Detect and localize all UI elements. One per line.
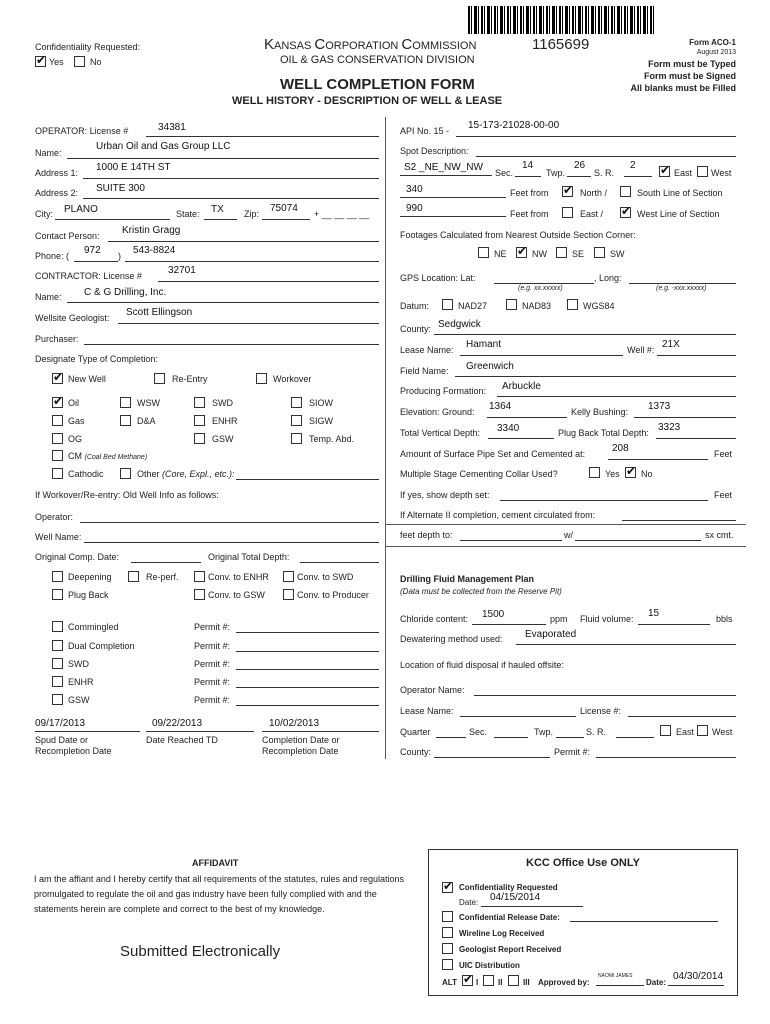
spot-description-label: Spot Description: [400,146,469,156]
lat-example: (e.g. xx.xxxxx) [518,285,563,292]
td-date-label: Date Reached TD [146,735,218,745]
column-divider [385,117,386,759]
old-well-name-label: Well Name: [35,532,82,542]
nad83-label: NAD83 [522,301,552,311]
da-label: D&A [137,416,156,426]
other-label: Other (Core, Expl., etc.): [137,469,235,479]
barcode [468,6,654,34]
quarter-label: Quarter [400,727,431,737]
kcc-conf-release-label: Confidential Release Date: [459,913,560,922]
east2-checkbox[interactable] [562,207,573,218]
siow-checkbox[interactable] [291,397,302,408]
gsw-checkbox[interactable] [194,433,205,444]
alt2-label: If Alternate II completion, cement circulated from: [400,510,596,520]
operator-name-label: Name: [35,148,62,158]
sw-label: SW [610,249,625,259]
fluid-volume-value[interactable]: 15 [648,608,660,619]
formation-label: Producing Formation: [400,386,487,396]
operator-license-value[interactable]: 34381 [158,122,186,133]
nad27-label: NAD27 [458,301,488,311]
new-well-label: New Well [68,374,106,384]
gsw-label: GSW [212,434,234,444]
must-typed: Form must be Typed [648,59,736,69]
zip-plus4[interactable]: + __ __ __ __ [314,209,370,219]
new-well-checkbox[interactable] [52,373,63,384]
address1-value[interactable]: 1000 E 14TH ST [96,162,171,173]
nw-checkbox[interactable] [516,247,527,258]
reperf-checkbox[interactable] [128,571,139,582]
nw-label: NW [532,249,547,259]
right-divider [386,524,746,525]
contractor-license-label: CONTRACTOR: License # [35,271,142,281]
phone-area-value[interactable]: 972 [84,245,101,256]
lease-name-label: Lease Name: [400,345,454,355]
depth-set-label: If yes, show depth set: [400,490,490,500]
kcc-title: KCC Office Use ONLY [526,857,640,869]
affidavit-text: I am the affiant and I hereby certify that all requirements of the statutes, rules and regulations promulgated to regulate the oil and gas industry have been fully complied with and the statements herein are complete and correct to the best of my knowledge. [34,874,405,914]
conv-producer-checkbox[interactable] [283,589,294,600]
purchaser-label: Purchaser: [35,334,79,344]
geologist-label: Wellsite Geologist: [35,313,110,323]
elevation-ground-value[interactable]: 1364 [489,401,512,412]
division-name: OIL & GAS CONSERVATION DIVISION [280,54,475,66]
commission-name: KANSAS CORPORATION COMMISSION [264,36,477,53]
permit-label-4: Permit #: [194,677,231,687]
form-id: Form ACO-1 [689,38,736,47]
swd-checkbox[interactable] [194,397,205,408]
bbls-label: bbls [716,614,733,624]
cm-checkbox[interactable] [52,450,63,461]
se-checkbox[interactable] [556,247,567,258]
sigw-label: SIGW [309,416,333,426]
cathodic-label: Cathodic [68,469,104,479]
fluid-volume-label: Fluid volume: [580,614,634,624]
conv-swd-checkbox[interactable] [283,571,294,582]
gsw2-checkbox[interactable] [52,694,63,705]
s-r-label: S. R. [594,168,615,178]
address1-label: Address 1: [35,168,79,178]
gps-lat-label: GPS Location: Lat: [400,273,476,283]
nad27-checkbox[interactable] [442,299,453,310]
re-entry-checkbox[interactable] [154,373,165,384]
se-label: SE [572,249,585,259]
conf-yes-checkbox[interactable] [35,56,46,67]
dewater-value[interactable]: Evaporated [525,629,577,640]
sec-value[interactable]: 14 [522,160,534,171]
form-date: August 2013 [696,49,736,56]
conv-producer-label: Conv. to Producer [297,590,369,600]
disposal-license-label: License #: [580,706,622,716]
pbtd-label: Plug Back Total Depth: [558,428,649,438]
elevation-ground-label: Elevation: Ground: [400,407,475,417]
long-example: (e.g. -xxx.xxxxx) [656,285,707,292]
county-label: County: [400,324,432,334]
spud-date-label-1: Spud Date or [35,735,89,745]
conv-gsw-label: Conv. to GSW [208,590,265,600]
kcc-approved-label: Approved by: [538,978,590,987]
surface-pipe-value[interactable]: 208 [612,443,629,454]
sec-label: Sec. [495,168,514,178]
spot-value[interactable]: S2 _NE_NW_NW [404,162,483,173]
commingled-label: Commingled [68,622,119,632]
permit-label-1: Permit #: [194,622,231,632]
re-entry-label: Re-Entry [172,374,208,384]
wsw-checkbox[interactable] [120,397,131,408]
doc-number: 1165699 [532,36,590,53]
west2-checkbox[interactable] [620,207,631,218]
other-checkbox[interactable] [120,468,131,479]
surface-pipe-label: Amount of Surface Pipe Set and Cemented at: [400,449,586,459]
reperf-label: Re-perf. [146,572,179,582]
multistage-yes-label: Yes [605,469,620,479]
disposal-lease-label: Lease Name: [400,706,454,716]
formation-value[interactable]: Arbuckle [502,381,541,392]
kcc-uic-checkbox[interactable] [442,959,453,970]
south-line-label: South Line of Section [637,188,723,198]
affidavit-title: AFFIDAVIT [192,858,239,868]
dual-completion-label: Dual Completion [68,641,135,651]
feet-ns-value[interactable]: 340 [406,184,423,195]
kcc-date2-value[interactable]: 04/30/2014 [673,971,724,982]
twp-value[interactable]: 26 [574,160,586,171]
kelly-bushing-value[interactable]: 1373 [648,401,671,412]
all-blanks: All blanks must be Filled [630,83,736,93]
permit-label-3: Permit #: [194,659,231,669]
kelly-bushing-label: Kelly Bushing: [571,407,629,417]
well-number-value[interactable]: 21X [662,339,680,350]
conv-gsw-checkbox[interactable] [194,589,205,600]
phone-value[interactable]: 543-8824 [133,245,176,256]
td-date-value[interactable]: 09/22/2013 [152,718,203,729]
multistage-yes-checkbox[interactable] [589,467,600,478]
kcc-date-label: Date: [459,898,479,907]
kcc-alt-iii-checkbox[interactable] [508,975,519,986]
disposal-operator-label: Operator Name: [400,685,465,695]
sw-checkbox[interactable] [594,247,605,258]
gps-long-label: , Long: [594,273,622,283]
cm-label: CM (Coal Bed Methane) [68,451,148,461]
conv-swd-label: Conv. to SWD [297,572,354,582]
dewater-label: Dewatering method used: [400,634,503,644]
kcc-date2-label: Date: [646,978,667,987]
kcc-alt-i-checkbox[interactable] [462,975,473,986]
disposal-county-label: County: [400,747,432,757]
contractor-license-value[interactable]: 32701 [168,265,196,276]
deepening-label: Deepening [68,572,112,582]
contractor-name-value[interactable]: C & G Drilling, Inc. [84,287,167,298]
field-name-label: Field Name: [400,366,449,376]
dfmp-title: Drilling Fluid Management Plan [400,574,535,584]
kcc-alt-ii-checkbox[interactable] [483,975,494,986]
twp-label: Twp. [546,168,566,178]
west-label: West [711,168,732,178]
west-line-label: West Line of Section [637,209,720,219]
permit-label-2: Permit #: [194,641,231,651]
conf-yes-label: Yes [49,57,64,67]
orig-comp-date-label: Original Comp. Date: [35,552,120,562]
feet-from-label-2: Feet from [510,209,549,219]
temp-abd-checkbox[interactable] [291,433,302,444]
commingled-checkbox[interactable] [52,621,63,632]
ne-label: NE [494,249,507,259]
enhr-label: ENHR [212,416,238,426]
kcc-uic-label: UIC Distribution [459,961,520,970]
form-title: WELL COMPLETION FORM [280,76,475,93]
must-signed: Form must be Signed [643,71,736,81]
county-value[interactable]: Sedgwick [438,319,481,330]
kcc-alt-i-label: I [476,978,479,987]
chloride-label: Chloride content: [400,614,469,624]
lease-name-value[interactable]: Hamant [466,339,502,350]
gsw2-label: GSW [68,695,90,705]
completion-date-value[interactable]: 10/02/2013 [269,718,320,729]
pbtd-value[interactable]: 3323 [658,422,681,433]
api-value[interactable]: 15-173-21028-00-00 [468,120,560,131]
footages-label: Footages Calculated from Nearest Outside Section Corner: [400,230,636,240]
depth-set-feet-label: Feet [714,490,733,500]
dual-completion-checkbox[interactable] [52,640,63,651]
designate-label: Designate Type of Completion: [35,354,158,364]
nad83-checkbox[interactable] [506,299,517,310]
conf-no-checkbox[interactable] [74,56,85,67]
kcc-alt-iii-label: III [523,978,530,987]
field-name-value[interactable]: Greenwich [466,361,514,372]
swd2-checkbox[interactable] [52,658,63,669]
siow-label: SIOW [309,398,333,408]
kcc-conf-requested-label: Confidentiality Requested [459,883,558,892]
enhr-checkbox[interactable] [194,415,205,426]
enhr2-label: ENHR [68,677,94,687]
ne-checkbox[interactable] [478,247,489,258]
gas-label: Gas [68,416,85,426]
tvd-value[interactable]: 3340 [497,423,520,434]
disposal-west-label: West [712,727,733,737]
sigw-checkbox[interactable] [291,415,302,426]
og-label: OG [68,434,83,444]
kcc-wireline-checkbox[interactable] [442,927,453,938]
disposal-sec-label: Sec. [469,727,488,737]
phone-close-paren: ) [118,251,121,261]
chloride-value[interactable]: 1500 [482,609,505,620]
right-divider-2 [386,546,746,547]
city-label: City: [35,209,53,219]
cathodic-checkbox[interactable] [52,468,63,479]
kcc-alt-ii-label: II [498,978,503,987]
east2-label: East / [580,209,604,219]
da-checkbox[interactable] [120,415,131,426]
east-checkbox[interactable] [659,166,670,177]
west-checkbox[interactable] [697,166,708,177]
contact-label: Contact Person: [35,231,100,241]
contractor-name-label: Name: [35,292,62,302]
north-checkbox[interactable] [562,186,573,197]
oil-checkbox[interactable] [52,397,63,408]
enhr2-checkbox[interactable] [52,676,63,687]
swd2-label: SWD [68,659,89,669]
conv-enhr-label: Conv. to ENHR [208,572,269,582]
city-value[interactable]: PLANO [64,204,98,215]
multistage-no-checkbox[interactable] [625,467,636,478]
surface-pipe-feet-label: Feet [714,449,733,459]
disposal-sr-label: S. R. [586,727,607,737]
ppm-label: ppm [550,614,568,624]
completion-date-label-1: Completion Date or [262,735,340,745]
east-label: East [674,168,693,178]
temp-abd-label: Temp. Abd. [309,434,355,444]
permit-label-5: Permit #: [194,695,231,705]
zip-label: Zip: [244,209,260,219]
disposal-label: Location of fluid disposal if hauled offsite: [400,660,564,670]
dfmp-note: (Data must be collected from the Reserve Pit) [400,587,562,596]
range-value[interactable]: 2 [630,160,636,171]
kcc-wireline-label: Wireline Log Received [459,929,545,938]
gas-checkbox[interactable] [52,415,63,426]
state-value[interactable]: TX [211,204,224,215]
feet-ew-value[interactable]: 990 [406,203,423,214]
w-label: w/ [564,530,573,540]
state-label: State: [176,209,200,219]
plug-back-label: Plug Back [68,590,109,600]
orig-total-depth-label: Original Total Depth: [208,552,290,562]
wsw-label: WSW [137,398,160,408]
conv-enhr-checkbox[interactable] [194,571,205,582]
address2-label: Address 2: [35,188,79,198]
submitted-electronically: Submitted Electronically [120,943,281,960]
phone-label: Phone: ( [35,251,70,261]
workover-checkbox[interactable] [256,373,267,384]
south-checkbox[interactable] [620,186,631,197]
kcc-conf-requested-checkbox[interactable] [442,882,453,893]
address2-value[interactable]: SUITE 300 [96,183,145,194]
kcc-geologist-checkbox[interactable] [442,943,453,954]
zip-value[interactable]: 75074 [270,203,298,214]
swd-label: SWD [212,398,233,408]
multistage-no-label: No [641,469,653,479]
conf-no-label: No [90,57,102,67]
og-checkbox[interactable] [52,433,63,444]
kcc-approver-value[interactable]: NAOMI JAMES [598,973,633,979]
confidentiality-label: Confidentiality Requested: [35,42,141,52]
geologist-value[interactable]: Scott Ellingson [126,307,193,318]
form-subtitle: WELL HISTORY - DESCRIPTION OF WELL & LEASE [232,95,503,107]
spud-date-label-2: Recompletion Date [35,746,112,756]
sx-cmt-label: sx cmt. [705,530,734,540]
disposal-permit-label: Permit #: [554,747,591,757]
plug-back-checkbox[interactable] [52,589,63,600]
wgs84-checkbox[interactable] [567,299,578,310]
kcc-alt-label: ALT [442,978,457,987]
north-label: North / [580,188,608,198]
operator-license-label: OPERATOR: License # [35,126,129,136]
contact-value[interactable]: Kristin Gragg [122,225,181,236]
tvd-label: Total Vertical Depth: [400,428,481,438]
wgs84-label: WGS84 [583,301,615,311]
oil-label: Oil [68,398,79,408]
disposal-twp-label: Twp. [534,727,554,737]
workover-label: Workover [273,374,312,384]
disposal-west-checkbox[interactable] [697,725,708,736]
completion-date-label-2: Recompletion Date [262,746,339,756]
old-operator-label: Operator: [35,512,74,522]
deepening-checkbox[interactable] [52,571,63,582]
api-label: API No. 15 - [400,126,450,136]
well-number-label: Well #: [627,345,655,355]
disposal-east-label: East [676,727,695,737]
multistage-label: Multiple Stage Cementing Collar Used? [400,469,558,479]
datum-label: Datum: [400,301,430,311]
feet-depth-label: feet depth to: [400,530,453,540]
kcc-date-value[interactable]: 04/15/2014 [490,892,541,903]
spud-date-value[interactable]: 09/17/2013 [35,718,86,729]
workover-info-label: If Workover/Re-entry: Old Well Info as follows: [35,490,219,500]
disposal-east-checkbox[interactable] [660,725,671,736]
kcc-conf-release-checkbox[interactable] [442,911,453,922]
operator-name-value[interactable]: Urban Oil and Gas Group LLC [96,141,231,152]
feet-from-label-1: Feet from [510,188,549,198]
kcc-geologist-label: Geologist Report Received [459,945,562,954]
